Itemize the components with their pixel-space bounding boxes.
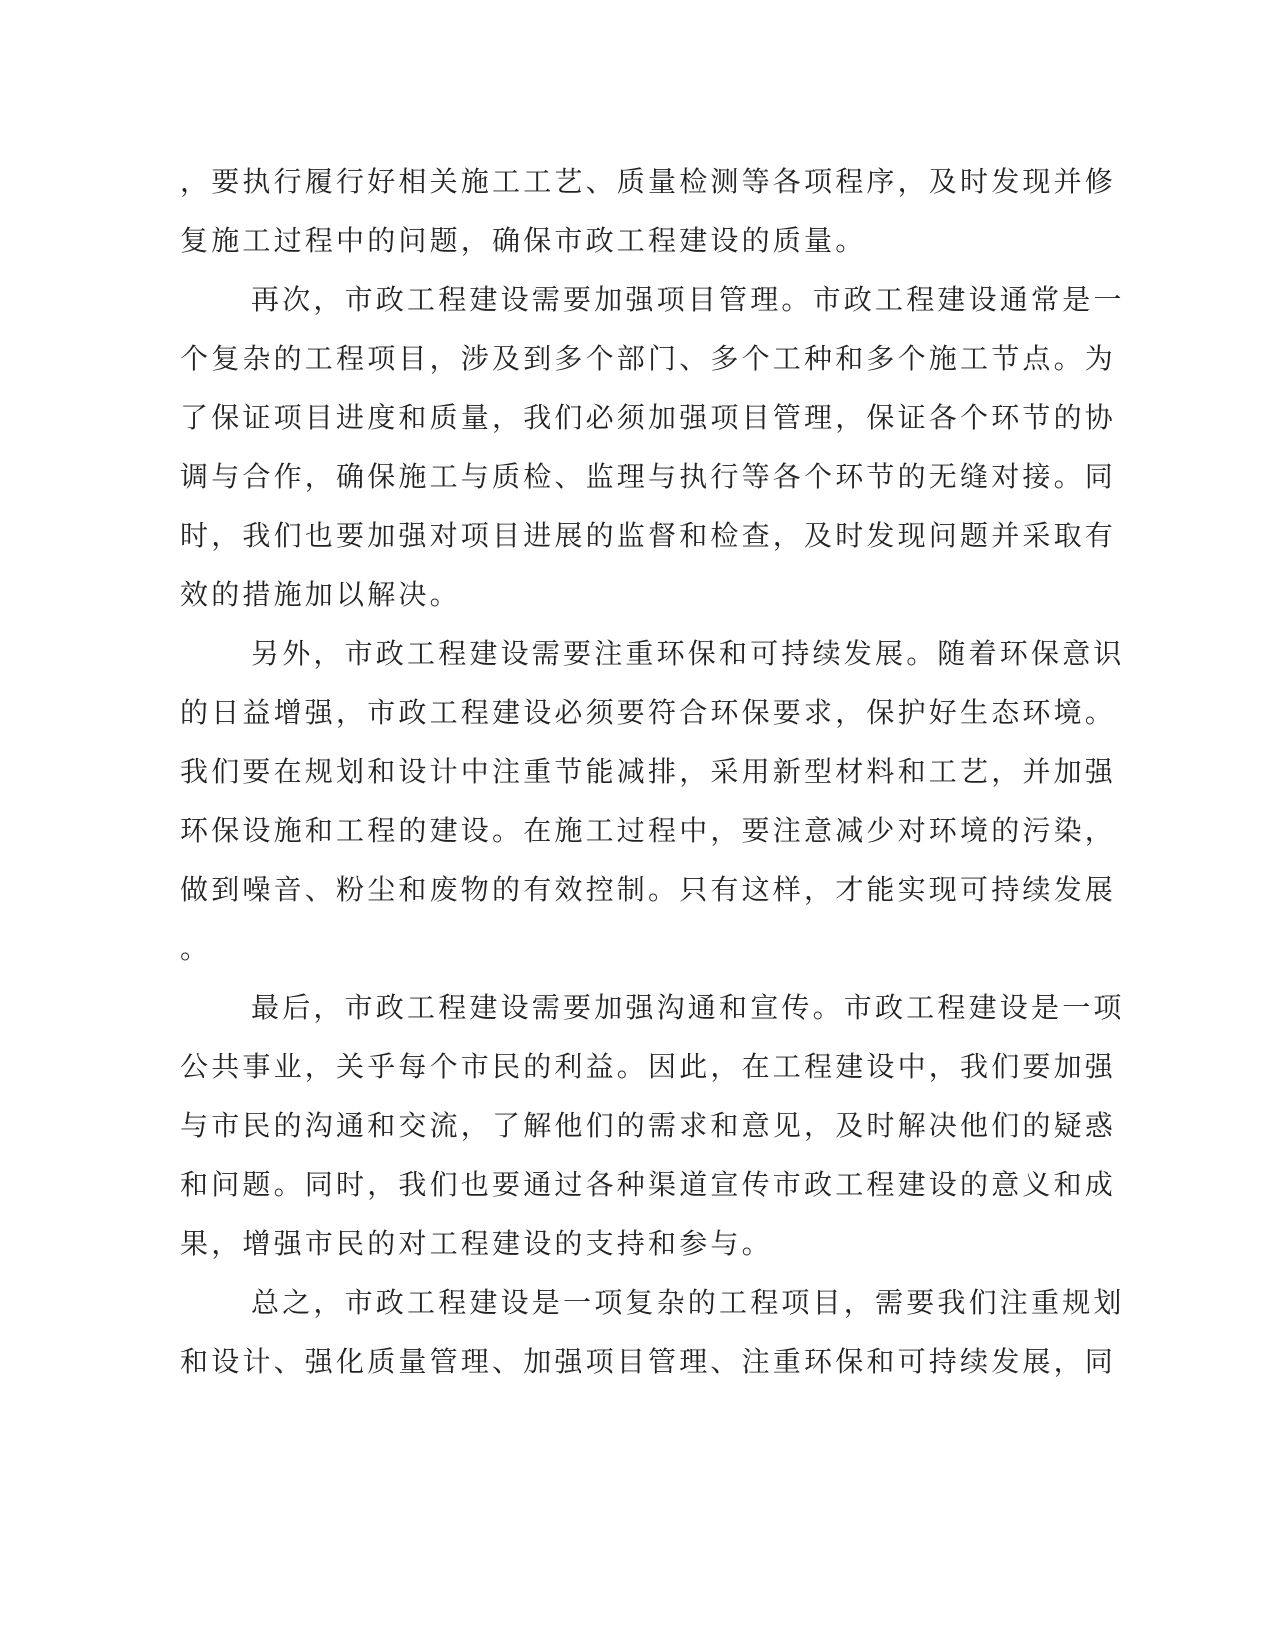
text-line: 环保设施和工程的建设。在施工过程中，要注意减少对环境的污染， (180, 814, 1117, 847)
paragraph-first-line: 另外，市政工程建设需要注重环保和可持续发展。随着环保意识 (251, 637, 1125, 670)
text-line: 了保证项目进度和质量，我们必须加强项目管理，保证各个环节的协 (180, 401, 1117, 434)
text-line: 和设计、强化质量管理、加强项目管理、注重环保和可持续发展，同 (180, 1345, 1117, 1378)
text-line: 调与合作，确保施工与质检、监理与执行等各个环节的无缝对接。同 (180, 460, 1117, 493)
text-line: 我们要在规划和设计中注重节能减排，采用新型材料和工艺，并加强 (180, 755, 1117, 788)
text-line: 时，我们也要加强对项目进展的监督和检查，及时发现问题并采取有 (180, 519, 1117, 552)
text-line: 个复杂的工程项目，涉及到多个部门、多个工种和多个施工节点。为 (180, 342, 1117, 375)
text-line: 效的措施加以解决。 (180, 578, 461, 611)
body-text (180, 160, 1125, 1399)
text-line: 做到噪音、粉尘和废物的有效控制。只有这样，才能实现可持续发展 (180, 873, 1117, 906)
text-line: 果，增强市民的对工程建设的支持和参与。 (180, 1227, 773, 1260)
text-line: 和问题。同时，我们也要通过各种渠道宣传市政工程建设的意义和成 (180, 1168, 1117, 1201)
text-line: 复施工过程中的问题，确保市政工程建设的质量。 (180, 224, 867, 257)
text-line: 的日益增强，市政工程建设必须要符合环保要求，保护好生态环境。 (180, 696, 1117, 729)
text-line: 。 (180, 932, 212, 965)
text-line: ，要执行履行好相关施工工艺、质量检测等各项程序，及时发现并修 (180, 165, 1117, 198)
paragraph-first-line: 最后，市政工程建设需要加强沟通和宣传。市政工程建设是一项 (251, 991, 1125, 1024)
text-line: 与市民的沟通和交流，了解他们的需求和意见，及时解决他们的疑惑 (180, 1109, 1117, 1142)
text-line: 公共事业，关乎每个市民的利益。因此，在工程建设中，我们要加强 (180, 1050, 1117, 1083)
paragraph-first-line: 总之，市政工程建设是一项复杂的工程项目，需要我们注重规划 (251, 1286, 1125, 1319)
paragraph-first-line: 再次，市政工程建设需要加强项目管理。市政工程建设通常是一 (251, 283, 1125, 316)
